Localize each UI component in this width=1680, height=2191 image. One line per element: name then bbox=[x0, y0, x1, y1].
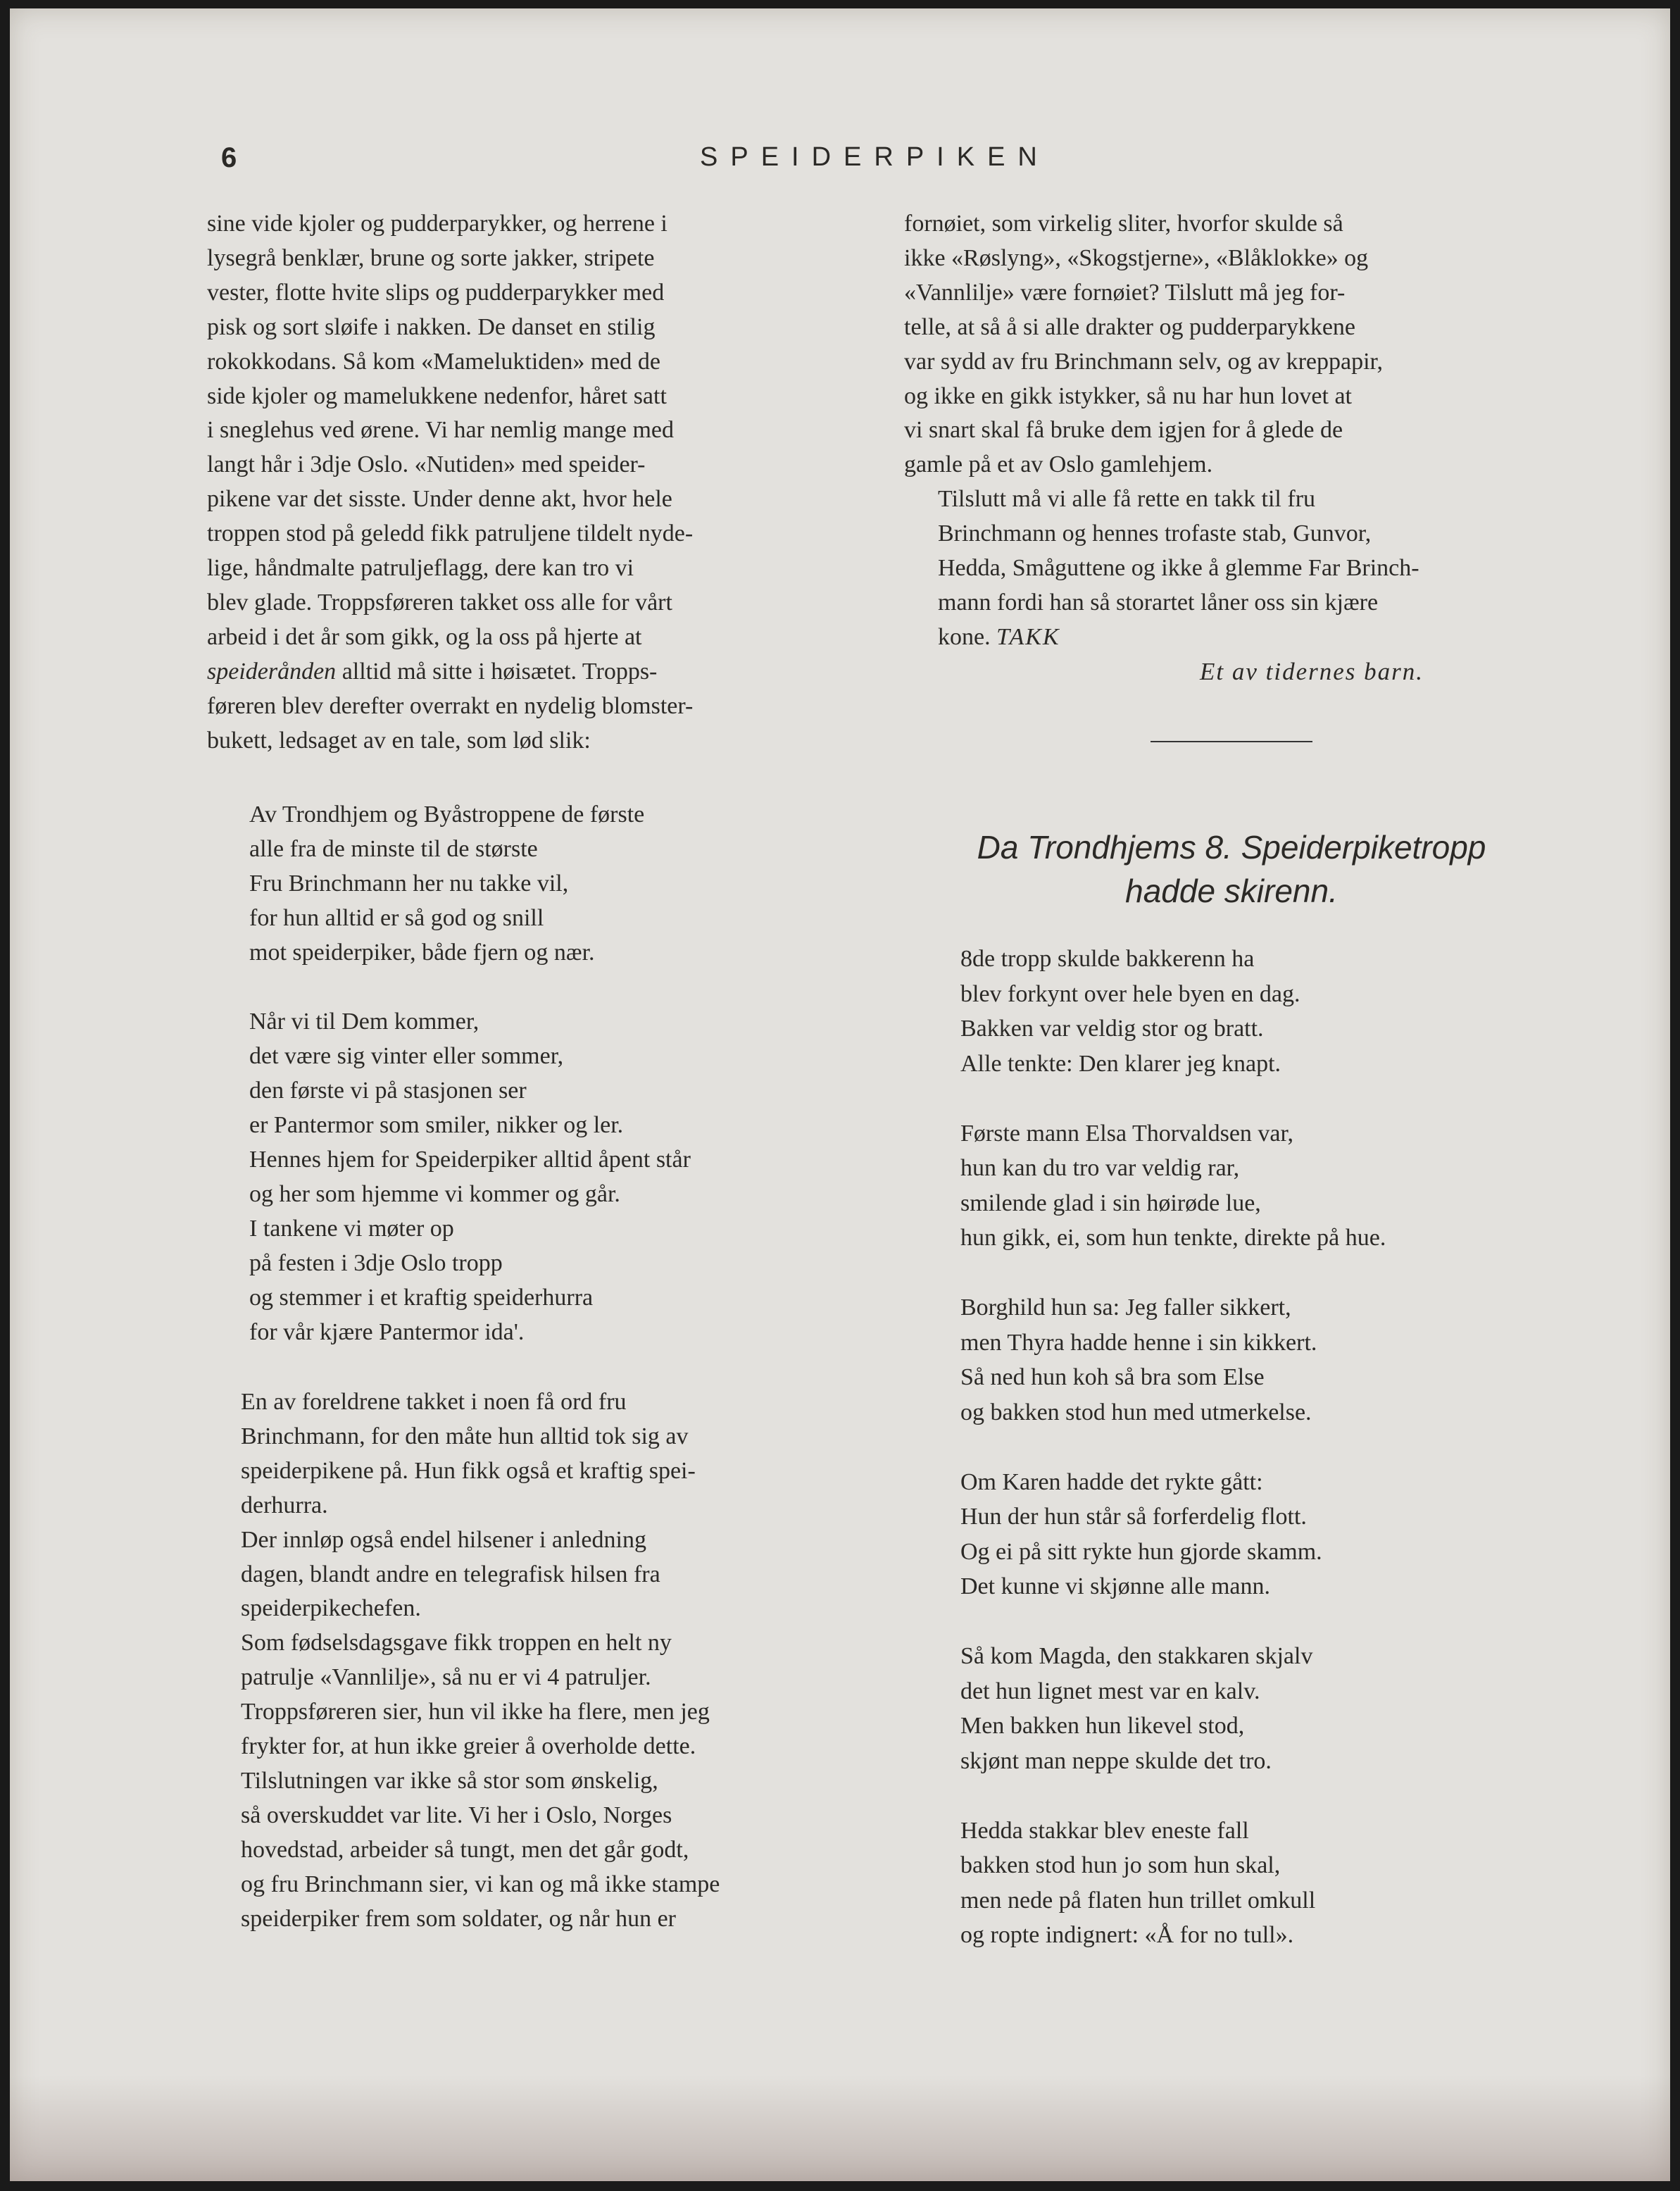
article-title bbox=[904, 825, 1559, 913]
text-line: speiderpikene på. Hun fikk også et kraftig spei- bbox=[241, 1457, 696, 1484]
page-header bbox=[10, 142, 1670, 185]
paragraph bbox=[207, 1385, 883, 1523]
takk-word: TAKK bbox=[996, 623, 1060, 650]
text-line: vester, flotte hvite slips og pudderparykker med bbox=[207, 279, 665, 306]
text-line: telle, at så å si alle drakter og pudderparykkene bbox=[904, 313, 1356, 340]
verse-line: Av Trondhjem og Byåstroppene de første bbox=[249, 801, 645, 828]
text-line: troppen stod på geledd fikk patruljene tildelt nyde- bbox=[207, 520, 694, 547]
poem-line: Så kom Magda, den stakkaren skjalv bbox=[960, 1643, 1313, 1669]
tribute-verse bbox=[249, 797, 869, 1384]
text-line: ikke «Røslyng», «Skogstjerne», «Blåklokke» og bbox=[904, 244, 1369, 271]
paper-stain bbox=[10, 2075, 1670, 2181]
poem-line: Bakken var veldig stor og bratt. bbox=[960, 1016, 1264, 1042]
text-line: var sydd av fru Brinchmann selv, og av kreppapir, bbox=[904, 348, 1384, 375]
page bbox=[10, 8, 1670, 2181]
verse-line: for hun alltid er så god og snill bbox=[249, 905, 544, 931]
poem-line: men nede på flaten hun trillet omkull bbox=[960, 1887, 1316, 1914]
left-column-top bbox=[207, 207, 883, 759]
poem-stanza bbox=[960, 1814, 1559, 1953]
poem-line: skjønt man neppe skulde det tro. bbox=[960, 1747, 1272, 1774]
text-line: side kjoler og mamelukkene nedenfor, håret satt bbox=[207, 382, 667, 409]
text-line: vi snart skal få bruke dem igjen for å glede de bbox=[904, 417, 1343, 444]
text-line: hovedstad, arbeider så tungt, men det går godt, bbox=[241, 1836, 689, 1863]
verse-line: er Pantermor som smiler, nikker og ler. bbox=[249, 1112, 624, 1138]
text-line: speiderpiker frem som soldater, og når hun er bbox=[241, 1905, 676, 1932]
paragraph bbox=[207, 1523, 883, 1627]
poem-line: men Thyra hadde henne i sin kikkert. bbox=[960, 1329, 1317, 1356]
text-line: derhurra. bbox=[241, 1492, 328, 1518]
text-line: sine vide kjoler og pudderparykker, og herrene i bbox=[207, 211, 667, 237]
right-paragraph-1 bbox=[904, 207, 1559, 482]
article-title-line: hadde skirenn. bbox=[1125, 873, 1338, 909]
poem-line: Alle tenkte: Den klarer jeg knapt. bbox=[960, 1050, 1281, 1077]
paragraph bbox=[207, 1764, 883, 1937]
verse-line: og stemmer i et kraftig speiderhurra bbox=[249, 1285, 594, 1311]
verse-line: det være sig vinter eller sommer, bbox=[249, 1043, 564, 1069]
poem-line: Men bakken hun likevel stod, bbox=[960, 1713, 1245, 1739]
text-line: blev glade. Troppsføreren takket oss alle for vårt bbox=[207, 589, 672, 616]
text-line: lige, håndmalte patruljeflagg, dere kan tro vi bbox=[207, 555, 634, 582]
left-paragraph-1 bbox=[207, 207, 883, 759]
verse-line: for vår kjære Pantermor ida'. bbox=[249, 1319, 525, 1345]
text-line: i sneglehus ved ørene. Vi har nemlig mange med bbox=[207, 417, 674, 444]
paragraph bbox=[207, 1626, 883, 1764]
text-line: gamle på et av Oslo gamlehjem. bbox=[904, 451, 1213, 478]
poem-line: Så ned hun koh så bra som Else bbox=[960, 1364, 1265, 1390]
poem-line: det hun lignet mest var en kalv. bbox=[960, 1678, 1260, 1704]
text-line: føreren blev derefter overrakt en nydelig blomster- bbox=[207, 692, 694, 719]
right-column-top bbox=[904, 207, 1559, 655]
signature: Et av tidernes barn. bbox=[1200, 658, 1424, 685]
running-title: SPEIDERPIKEN bbox=[700, 142, 1050, 172]
text-line bbox=[904, 620, 1559, 655]
poem-line: Det kunne vi skjønne alle mann. bbox=[960, 1573, 1271, 1599]
text-line: og fru Brinchmann sier, vi kan og må ikke stampe bbox=[241, 1871, 720, 1897]
poem-line: hun kan du tro var veldig rar, bbox=[960, 1155, 1240, 1181]
text-line: Som fødselsdagsgave fikk troppen en helt ny bbox=[241, 1630, 672, 1656]
poem-stanza bbox=[960, 1290, 1559, 1430]
text-line: fornøiet, som virkelig sliter, hvorfor skulde så bbox=[904, 211, 1343, 237]
verse-stanza bbox=[249, 797, 869, 970]
text-line: En av foreldrene takket i noen få ord fru bbox=[241, 1389, 627, 1415]
text-line: pisk og sort sløife i nakken. De danset en stilig bbox=[207, 313, 656, 340]
text-line: Der innløp også endel hilsener i anledning bbox=[241, 1526, 646, 1553]
poem-stanza bbox=[960, 942, 1559, 1081]
verse-line: Fru Brinchmann her nu takke vil, bbox=[249, 870, 569, 897]
verse-line: I tankene vi møter op bbox=[249, 1216, 454, 1242]
poem-line: smilende glad i sin høirøde lue, bbox=[960, 1190, 1261, 1216]
text-line: langt hår i 3dje Oslo. «Nutiden» med speider- bbox=[207, 451, 646, 478]
verse-line: på festen i 3dje Oslo tropp bbox=[249, 1250, 503, 1276]
verse-stanza bbox=[249, 1004, 869, 1349]
poem-line: Om Karen hadde det rykte gått: bbox=[960, 1468, 1263, 1495]
verse-line: Når vi til Dem kommer, bbox=[249, 1009, 479, 1035]
text-line: Brinchmann, for den måte hun alltid tok sig av bbox=[241, 1423, 689, 1449]
verse-line: Hennes hjem for Speiderpiker alltid åpent står bbox=[249, 1147, 691, 1173]
text-line: så overskuddet var lite. Vi her i Oslo, Norges bbox=[241, 1802, 672, 1828]
poem-line: Og ei på sitt rykte hun gjorde skamm. bbox=[960, 1538, 1322, 1565]
text-line: pikene var det sisste. Under denne akt, hvor hele bbox=[207, 486, 672, 513]
text-line: Brinchmann og hennes trofaste stab, Gunvor, bbox=[938, 520, 1372, 547]
poem-line: og bakken stod hun med utmerkelse. bbox=[960, 1399, 1312, 1425]
poem-line: Borghild hun sa: Jeg faller sikkert, bbox=[960, 1294, 1291, 1321]
text-line: frykter for, at hun ikke greier å overholde dette. bbox=[241, 1733, 696, 1760]
poem-line: Hedda stakkar blev eneste fall bbox=[960, 1817, 1249, 1844]
poem-stanza bbox=[960, 1116, 1559, 1256]
text-line: arbeid i det år som gikk, og la oss på hjerte at bbox=[207, 623, 642, 650]
text-line: patrulje «Vannlilje», så nu er vi 4 patruljer. bbox=[241, 1664, 651, 1691]
text-line: Hedda, Småguttene og ikke å glemme Far Brinch- bbox=[938, 555, 1419, 582]
text-line: Tilslutningen var ikke så stor som ønskelig, bbox=[241, 1767, 658, 1794]
text-line: «Vannlilje» være fornøiet? Tilslutt må jeg for- bbox=[904, 279, 1346, 306]
poem-stanza bbox=[960, 1639, 1559, 1778]
poem-line: bakken stod hun jo som hun skal, bbox=[960, 1852, 1281, 1878]
text-line: Tilslutt må vi alle få rette en takk til fru bbox=[938, 486, 1316, 513]
text-fragment: kone. bbox=[938, 623, 991, 650]
text-line: og ikke en gikk istykker, så nu har hun lovet at bbox=[904, 382, 1353, 409]
poem-line: Hun der hun står så forferdelig flott. bbox=[960, 1504, 1307, 1530]
text-line: Troppsføreren sier, hun vil ikke ha flere, men jeg bbox=[241, 1699, 710, 1725]
text-line bbox=[207, 655, 883, 689]
poem-line: og ropte indignert: «Å for no tull». bbox=[960, 1922, 1294, 1948]
text-line: bukett, ledsaget av en tale, som lød slik: bbox=[207, 727, 591, 754]
poem-line: blev forkynt over hele byen en dag. bbox=[960, 980, 1300, 1007]
section-divider bbox=[1151, 741, 1312, 742]
text-line: lysegrå benklær, brune og sorte jakker, stripete bbox=[207, 244, 655, 271]
ski-race-poem bbox=[960, 942, 1559, 1987]
article-title-line: Da Trondhjems 8. Speiderpiketropp bbox=[977, 829, 1486, 866]
right-paragraph-2 bbox=[904, 482, 1559, 655]
text-line: speiderpikechefen. bbox=[241, 1595, 421, 1622]
page-number: 6 bbox=[221, 142, 237, 173]
verse-line: og her som hjemme vi kommer og går. bbox=[249, 1181, 620, 1207]
text-line: rokokkodans. Så kom «Mameluktiden» med de bbox=[207, 348, 661, 375]
verse-line: den første vi på stasjonen ser bbox=[249, 1078, 527, 1104]
text-line: dagen, blandt andre en telegrafisk hilsen fra bbox=[241, 1561, 660, 1587]
poem-line: 8de tropp skulde bakkerenn ha bbox=[960, 946, 1255, 972]
poem-stanza bbox=[960, 1465, 1559, 1604]
verse-line: mot speiderpiker, både fjern og nær. bbox=[249, 940, 595, 966]
verse-line: alle fra de minste til de største bbox=[249, 836, 538, 862]
italic-word: speiderånden bbox=[207, 658, 337, 685]
text-line: mann fordi han så storartet låner oss sin kjære bbox=[938, 589, 1379, 616]
text-fragment: alltid må sitte i høisætet. Tropps- bbox=[336, 658, 658, 685]
poem-line: Første mann Elsa Thorvaldsen var, bbox=[960, 1120, 1293, 1147]
poem-line: hun gikk, ei, som hun tenkte, direkte på hue. bbox=[960, 1225, 1386, 1251]
left-column-bottom bbox=[207, 1385, 883, 1937]
